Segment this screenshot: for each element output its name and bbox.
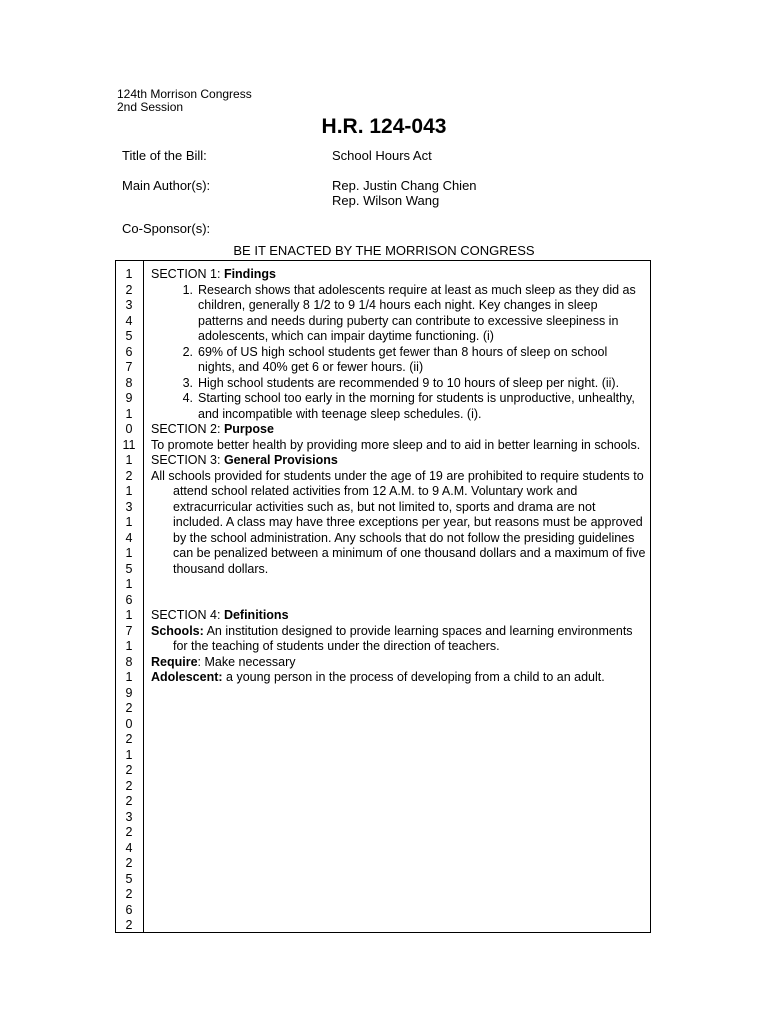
finding-item [182, 282, 646, 345]
section-2-prefix: SECTION 2: [151, 422, 224, 436]
definition-require [151, 655, 646, 671]
line-number: 3 [125, 499, 133, 514]
section-3-prefix: SECTION 3: [151, 453, 224, 467]
finding-text: 69% of US high school students get fewer than 8 hours of sleep on school nights, and 40% get 6 or fewer hours. (ii) [198, 344, 608, 374]
line-number: 7 [125, 623, 133, 638]
section-1-heading [151, 267, 646, 283]
congress-label: 124th Morrison Congress [117, 87, 252, 101]
section-1-prefix: SECTION 1: [151, 267, 224, 281]
line-number: 8 [125, 375, 133, 390]
finding-number: 3. [182, 375, 193, 390]
line-number: 3 [125, 809, 133, 824]
line-number: 2 [125, 468, 133, 483]
line-number: 2 [125, 701, 133, 715]
definition-term: Adolescent: [151, 670, 223, 684]
line-number: 11 [122, 437, 136, 452]
cosponsors-label: Co-Sponsor(s): [122, 221, 211, 236]
line-number: 0 [125, 716, 133, 731]
finding-text: Research shows that adolescents require at least as much sleep as they did as children, generally 8 1/2 to 9 1/4 hours each night. Key changes in sleep patterns and needs during puberty can contribute to excessive sleepiness in adolescents, which can impair daytime functioning. (i) [198, 282, 636, 343]
line-number: 6 [125, 902, 133, 917]
line-number: 2 [125, 856, 133, 870]
line-number: 1 [125, 406, 133, 421]
author-1: Rep. Justin Chang Chien [332, 178, 477, 193]
line-number: 2 [125, 732, 133, 746]
title-label: Title of the Bill: [122, 148, 207, 163]
line-number: 3 [125, 298, 133, 312]
definition-term: Require [151, 654, 198, 669]
line-number: 6 [125, 344, 133, 359]
line-number: 8 [125, 654, 133, 669]
line-number: 1 [125, 484, 133, 498]
section-1-title: Findings [223, 267, 277, 281]
bill-content [151, 267, 646, 686]
finding-text: Starting school too early in the morning for students is unproductive, unhealthy, and incompatible with teenage sleep schedules. (i). [198, 391, 635, 421]
line-number: 1 [125, 267, 133, 281]
section-4-title: Definitions [223, 608, 289, 622]
section-4-prefix: SECTION 4: [151, 608, 224, 622]
bill-text-box [115, 260, 651, 933]
line-number: 2 [125, 887, 133, 901]
line-number: 7 [125, 360, 133, 374]
definition-text: : Make necessary [197, 654, 296, 669]
line-number: 4 [125, 313, 133, 328]
finding-text: High school students are recommended 9 to 10 hours of sleep per night. (ii). [198, 375, 620, 390]
finding-number: 1. [182, 282, 193, 297]
definition-adolescent [151, 670, 646, 686]
definition-text: An institution designed to provide learning spaces and learning environments for the teaching of students under the direction of teachers. [173, 623, 633, 653]
finding-item [182, 391, 646, 422]
enacting-clause: BE IT ENACTED BY THE MORRISON CONGRESS [233, 243, 535, 258]
line-number: 1 [125, 670, 133, 684]
section-2-body: To promote better health by providing more sleep and to aid in better learning in schools. [151, 437, 641, 452]
finding-number: 4. [182, 391, 193, 405]
line-number: 1 [125, 608, 133, 622]
line-number: 4 [125, 840, 133, 855]
line-number: 1 [125, 577, 133, 591]
section-4-heading [151, 608, 646, 624]
line-number: 1 [125, 639, 133, 653]
line-number: 1 [125, 453, 133, 467]
author-2: Rep. Wilson Wang [332, 193, 440, 208]
section-2-title: Purpose [223, 422, 274, 436]
section-3-body: All schools provided for students under the age of 19 are prohibited to require students to attend school related activities from 12 A.M. to 9 A.M. Voluntary work and extracurricular activities such as, but not limited to, sports and drama are not included. A class may have three exceptions per year, but reasons must be approved by the school administration. Any schools that do not follow the presiding guidelines can be penalized between a minimum of one thousand dollars and a maximum of five thousand dollars. [151, 468, 646, 576]
line-number: 5 [125, 871, 133, 886]
line-number: 9 [125, 391, 133, 405]
title-value: School Hours Act [332, 148, 432, 163]
blank-lines [151, 577, 646, 608]
line-number: 5 [125, 561, 133, 576]
finding-item [182, 344, 646, 376]
line-number: 6 [125, 592, 133, 607]
definition-text: a young person in the process of developing from a child to an adult. [222, 670, 605, 684]
finding-item [182, 375, 646, 392]
line-number: 2 [125, 763, 133, 777]
line-number: 2 [125, 918, 133, 932]
line-number: 2 [125, 825, 133, 839]
line-number: 5 [125, 329, 133, 343]
authors-label: Main Author(s): [122, 178, 211, 193]
finding-number: 2. [182, 344, 193, 359]
line-number: 1 [125, 515, 133, 529]
bill-number-title: H.R. 124-043 [321, 115, 447, 138]
line-number-gutter [116, 261, 144, 932]
section-2-heading [151, 422, 646, 438]
session-label: 2nd Session [117, 100, 184, 114]
line-number: 4 [125, 530, 133, 545]
findings-list [151, 283, 646, 423]
line-number: 2 [125, 282, 133, 297]
line-number: 1 [125, 747, 133, 762]
line-number: 9 [125, 685, 133, 700]
line-number: 0 [125, 422, 133, 436]
line-number: 1 [125, 546, 133, 560]
line-number: 2 [125, 794, 133, 808]
line-number: 2 [125, 778, 133, 793]
definition-schools [151, 624, 646, 655]
section-3-title: General Provisions [223, 453, 338, 467]
section-3-heading [151, 453, 646, 469]
definition-term: Schools: [151, 623, 204, 638]
